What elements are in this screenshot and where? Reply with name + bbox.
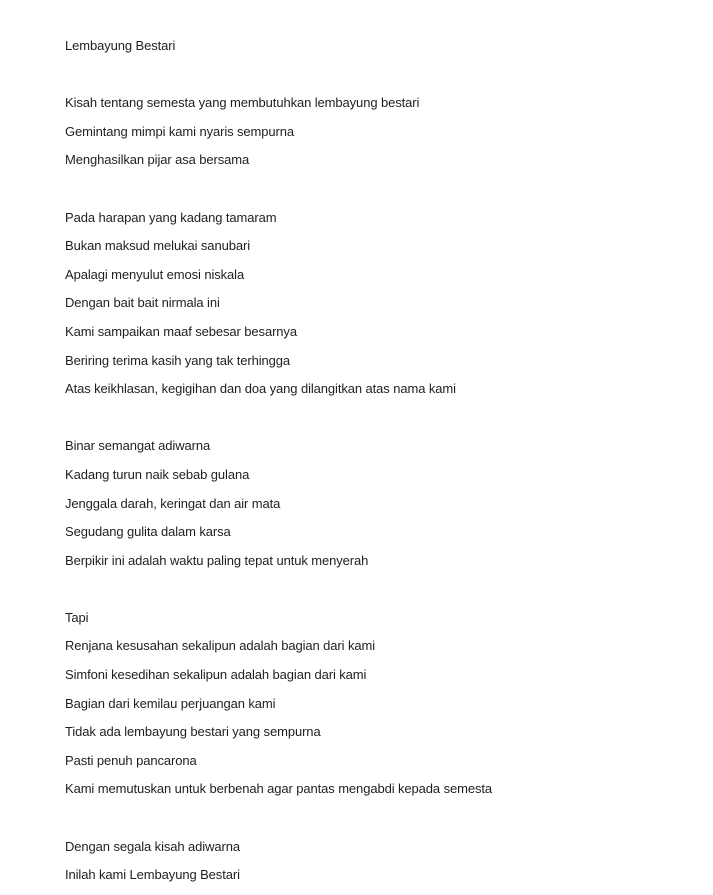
poem-line: Tapi	[65, 609, 89, 625]
poem-line: Bagian dari kemilau perjuangan kami	[65, 695, 276, 711]
poem-line: Dengan bait bait nirmala ini	[65, 295, 220, 311]
poem-line: Jenggala darah, keringat dan air mata	[65, 495, 281, 511]
poem-line: Kami memutuskan untuk berbenah agar pantas mengabdi kepada semesta	[65, 781, 493, 797]
stanza-break	[65, 579, 685, 608]
stanza-break	[65, 65, 685, 94]
poem-line: Simfoni kesedihan sekalipun adalah bagian dari kami	[65, 667, 367, 683]
poem-line: Gemintang mimpi kami nyaris sempurna	[65, 123, 295, 139]
poem-line: Tidak ada lembayung bestari yang sempurna	[65, 724, 321, 740]
stanza-break	[65, 408, 685, 437]
poem-title: Lembayung Bestari	[65, 38, 176, 53]
stanza-3	[65, 436, 685, 569]
poem-line: Kisah tentang semesta yang membutuhkan lembayung bestari	[65, 95, 420, 111]
stanza-4	[65, 608, 685, 799]
poem-line: Apalagi menyulut emosi niskala	[65, 266, 245, 282]
poem-line: Pada harapan yang kadang tamaram	[65, 209, 277, 225]
poem-line: Atas keikhlasan, kegigihan dan doa yang dilangitkan atas nama kami	[65, 381, 456, 397]
poem-line: Inilah kami Lembayung Bestari	[65, 867, 240, 883]
poem-line: Berpikir ini adalah waktu paling tepat untuk menyerah	[65, 552, 369, 568]
stanza-2	[65, 208, 685, 399]
poem-line: Beriring terima kasih yang tak terhingga	[65, 352, 291, 368]
poem-body	[65, 36, 685, 894]
stanza-break	[65, 808, 685, 837]
poem-line: Menghasilkan pijar asa bersama	[65, 152, 250, 168]
poem-line: Kami sampaikan maaf sebesar besarnya	[65, 323, 297, 339]
poem-line: Segudang gulita dalam karsa	[65, 524, 231, 540]
poem-line: Kadang turun naik sebab gulana	[65, 466, 250, 482]
poem-line: Pasti penuh pancarona	[65, 752, 197, 768]
poem-line: Renjana kesusahan sekalipun adalah bagian dari kami	[65, 638, 376, 654]
poem-line: Binar semangat adiwarna	[65, 438, 211, 454]
poem-line: Dengan segala kisah adiwarna	[65, 838, 240, 854]
poem-line: Bukan maksud melukai sanubari	[65, 238, 250, 254]
stanza-break	[65, 179, 685, 208]
stanza-1	[65, 93, 685, 169]
stanza-5	[65, 837, 685, 885]
